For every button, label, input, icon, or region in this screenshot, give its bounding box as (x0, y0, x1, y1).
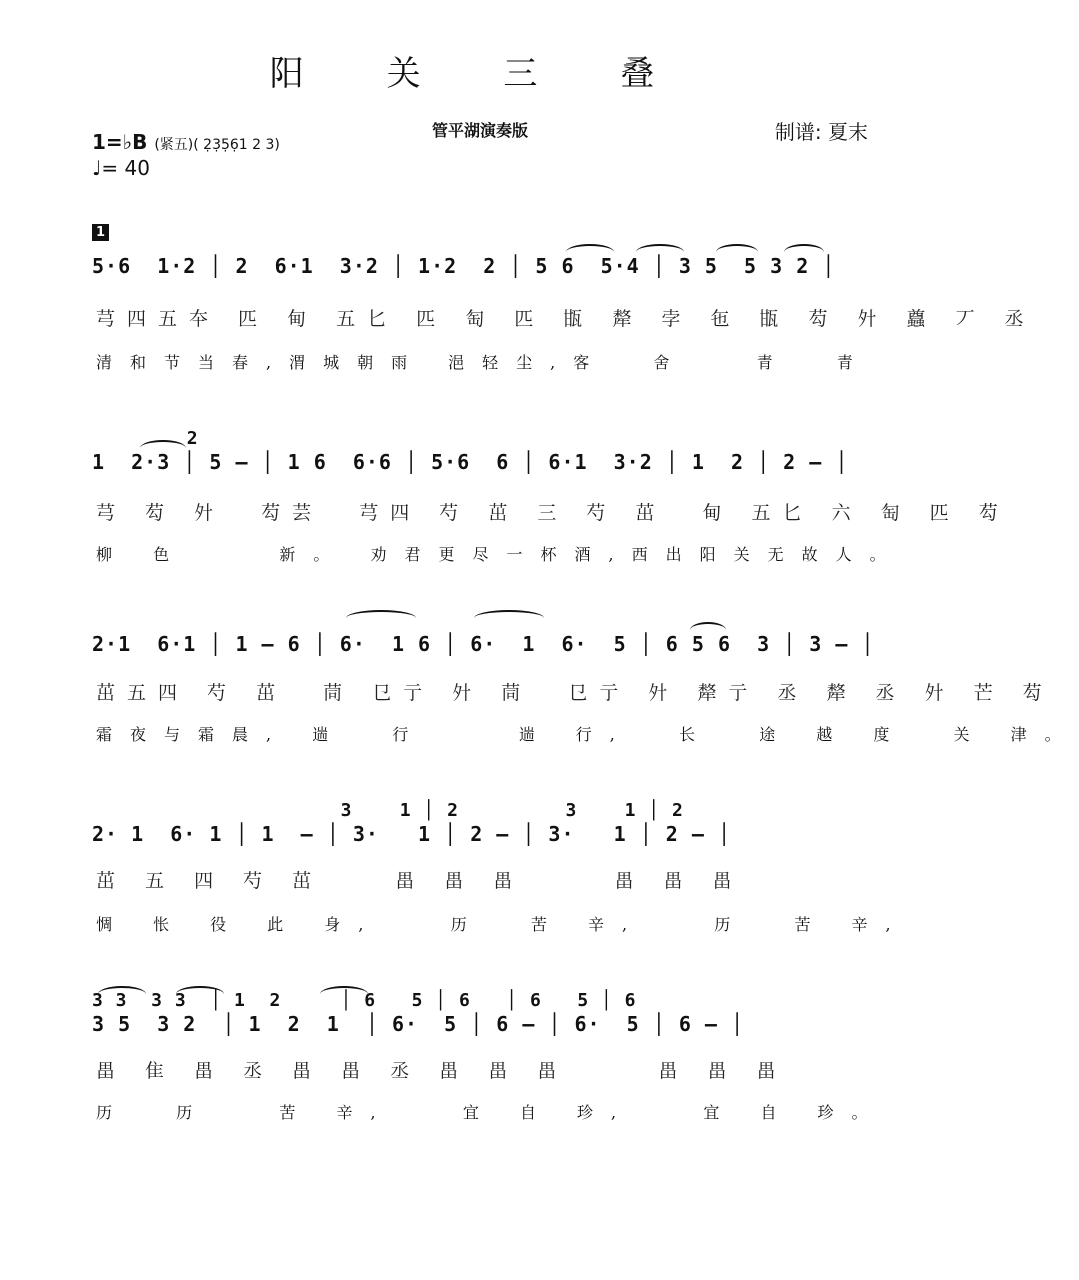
system-2-lyrics: 柳 色 新。 劝君更尽一杯酒,西出阳关无故人。 (96, 545, 904, 564)
key-signature (92, 130, 280, 154)
system-3-tablature: 茁五四 芍 茁 茼 㔾亍 㚈 茼 㔾亍 㚈 犛亍 丞 犛 丞 㚈 芒 芶 (96, 682, 1054, 704)
system-5-upper: 3 3 3 3 │ 1 2 │ 6 5 │ 6 │ 6 5 │ 6 (92, 990, 637, 1011)
system-4-notes: 2· 1 6· 1 │ 1 – │ 3· 1 │ 2 – │ 3· 1 │ 2 – │ (92, 822, 732, 846)
system-3-notes: 2·1 6·1 │ 1 – 6 │ 6· 1 6 │ 6· 1 6· 5 │ 6 5 6 3 │ 3 – │ (92, 632, 875, 656)
system-1-lyrics: 清和节当春,渭城朝雨 浥轻尘,客 舍 青 青 (96, 353, 871, 372)
system-1-notes: 5·6 1·2 │ 2 6·1 3·2 │ 1·2 2 │ 5 6 5·4 │ 3 5 5 3 2 │ (92, 254, 836, 278)
slur-mark (636, 244, 684, 260)
slur-mark (346, 610, 416, 626)
slur-mark (98, 986, 146, 1002)
tempo-marking: ♩= 40 (92, 156, 150, 180)
system-5-tablature: 畕 隹 畕 丞 畕 畕 丞 畕 畕 畕 畕 畕 畕 (96, 1060, 788, 1082)
system-2-upper: 2 (92, 428, 199, 449)
slur-mark (566, 244, 614, 260)
slur-mark (474, 610, 544, 626)
slur-mark (140, 440, 186, 456)
slur-mark (320, 986, 368, 1002)
system-5-notes: 3 5 3 2 │ 1 2 1 │ 6· 5 │ 6 – │ 6· 5 │ 6 – │ (92, 1012, 745, 1036)
section-marker: 1 (92, 224, 109, 241)
version-subtitle: 管平湖演奏版 (431, 121, 528, 140)
slur-mark (784, 244, 824, 260)
slur-mark (176, 986, 224, 1002)
key-value: 1=♭B (92, 130, 148, 154)
system-3-lyrics: 霜夜与霜晨, 遄 行 遄 行, 长 途 越 度 关 津。 (96, 725, 1079, 744)
system-2-notes: 1 2·3 │ 5 – │ 1 6 6·6 │ 5·6 6 │ 6·1 3·2 │ 1 2 │ 2 – │ (92, 450, 849, 474)
slur-mark (690, 622, 726, 638)
system-4-lyrics: 惆 怅 役 此 身, 历 苦 辛, 历 苦 辛, (96, 915, 909, 934)
slur-mark (716, 244, 758, 260)
system-4-upper: 3 1 │ 2 3 1 │ 2 (92, 800, 684, 821)
tuning-note: (紧五)( 2̣3̣5̣6̣1 2 3) (154, 137, 280, 153)
system-4-tablature: 茁 五 四 芍 茁 畕 畕 畕 畕 畕 畕 (96, 870, 744, 892)
system-1-tablature: 芎四五夲 匹 甸 五匕 匹 匋 匹 㽍 犛 孛 㐌 㽍 芶 㚈 蠤 丆 丞 (96, 308, 1036, 330)
arranger-credit: 制谱: 夏末 (774, 120, 868, 144)
system-5-lyrics: 历 历 苦 辛, 宜 自 珍, 宜 自 珍。 (96, 1103, 886, 1122)
page-title: 阳 关 三 叠 (269, 54, 691, 94)
system-2-tablature: 芎 芶 㚈 芶芸 芎四 芍 茁 三 芍 茁 甸 五匕 六 匋 匹 芶 (96, 502, 1010, 524)
